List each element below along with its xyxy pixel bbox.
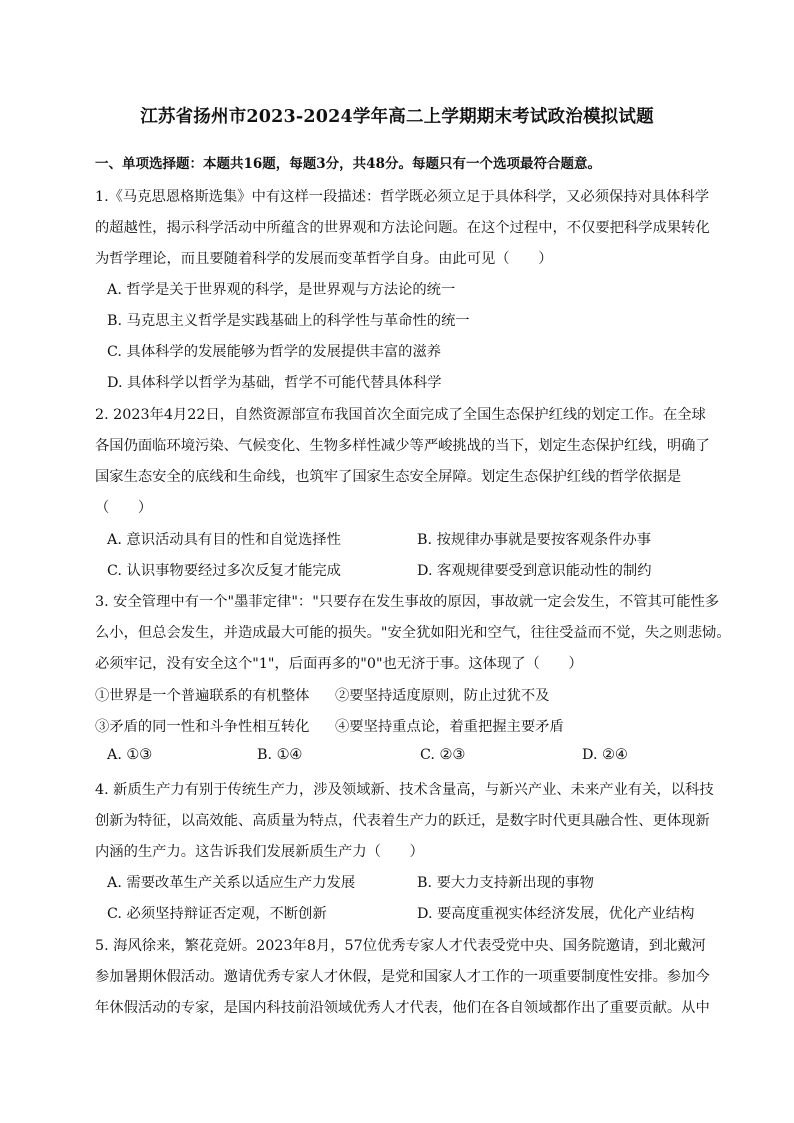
q3-line-3: 必须牢记，没有安全这个"1"，后面再多的"0"也无济于事。这体现了（ ） — [95, 656, 583, 672]
q3-statement-4: ④要坚持重点论，着重把握主要矛盾 — [335, 719, 564, 735]
q5-line-1: 5. 海风徐来，繁花竞妍。2023年8月，57位优秀专家人才代表受党中央、国务院邀请，到北戴河 — [95, 938, 706, 954]
q1-option-a: A. 哲学是关于世界观的科学，是世界观与方法论的统一 — [107, 282, 456, 298]
q4-option-b: B. 要大力支持新出现的事物 — [417, 875, 594, 891]
q5-line-2: 参加暑期休假活动。邀请优秀专家人才休假，是党和国家人才工作的一项重要制度性安排。参加今 — [95, 969, 710, 985]
q4-option-a: A. 需要改革生产关系以适应生产力发展 — [107, 875, 356, 891]
q2-option-c: C. 认识事物要经过多次反复才能完成 — [107, 563, 341, 579]
q3-option-d: D. ②④ — [582, 747, 628, 763]
q4-line-1: 4. 新质生产力有别于传统生产力，涉及领域新、技术含量高，与新兴产业、未来产业有关，以科技 — [95, 782, 714, 798]
q1-option-d: D. 具体科学以哲学为基础，哲学不可能代替具体科学 — [107, 375, 442, 391]
q1-option-c: C. 具体科学的发展能够为哲学的发展提供丰富的滋养 — [107, 344, 442, 360]
section-heading: 一、单项选择题：本题共16题，每题3分，共48分。每题只有一个选项最符合题意。 — [95, 156, 601, 172]
q3-line-1: 3. 安全管理中有一个"墨菲定律"："只要存在发生事故的原因，事故就一定会发生，不管其可能性多 — [95, 594, 720, 610]
q2-line-1: 2. 2023年4月22日，自然资源部宣布我国首次全面完成了全国生态保护红线的划定工作。在全球 — [95, 407, 706, 423]
q4-line-2: 创新为特征，以高效能、高质量为特点，代表着生产力的跃迁，是数字时代更具融合性、更体现新 — [95, 813, 710, 829]
q2-line-4: （ ） — [95, 500, 153, 516]
q2-option-b: B. 按规律办事就是要按客观条件办事 — [417, 532, 652, 548]
page-title: 江苏省扬州市2023-2024学年高二上学期期末考试政治模拟试题 — [140, 107, 654, 127]
q3-option-a: A. ①③ — [107, 747, 153, 763]
q2-line-2: 各国仍面临环境污染、气候变化、生物多样性减少等严峻挑战的当下，划定生态保护红线，明确了 — [95, 438, 710, 454]
q5-line-3: 年休假活动的专家，是国内科技前沿领域优秀人才代表，他们在各自领域都作出了重要贡献。从中 — [95, 1000, 710, 1016]
q1-option-b: B. 马克思主义哲学是实践基础上的科学性与革命性的统一 — [107, 313, 470, 329]
q2-option-a: A. 意识活动具有目的性和自觉选择性 — [107, 532, 341, 548]
q4-line-3: 内涵的生产力。这告诉我们发展新质生产力（ ） — [95, 844, 424, 860]
q1-line-3: 为哲学理论，而且要随着科学的发展而变革哲学自身。由此可见（ ） — [95, 251, 553, 267]
q3-statement-1: ①世界是一个普遍联系的有机整体 — [95, 688, 310, 704]
q4-option-d: D. 要高度重视实体经济发展，优化产业结构 — [417, 906, 695, 922]
q3-option-b: B. ①④ — [257, 747, 303, 763]
q3-line-2: 么小，但总会发生，并造成最大可能的损失。"安全犹如阳光和空气，往往受益而不觉，失之则悲恸。 — [95, 625, 731, 641]
q1-line-2: 的超越性，揭示科学活动中所蕴含的世界观和方法论问题。在这个过程中，不仅要把科学成果转化 — [95, 220, 710, 236]
q4-option-c: C. 必须坚持辩证否定观，不断创新 — [107, 906, 327, 922]
q2-line-3: 国家生态安全的底线和生命线，也筑牢了国家生态安全屏障。划定生态保护红线的哲学依据是 — [95, 469, 682, 485]
q2-option-d: D. 客观规律要受到意识能动性的制约 — [417, 563, 652, 579]
q3-statement-2: ②要坚持适度原则，防止过犹不及 — [335, 688, 550, 704]
q3-statement-3: ③矛盾的同一性和斗争性相互转化 — [95, 719, 310, 735]
q1-line-1: 1.《马克思恩格斯选集》中有这样一段描述：哲学既必须立足于具体科学，又必须保持对具体科学 — [95, 189, 710, 205]
q3-option-c: C. ②③ — [420, 747, 466, 763]
